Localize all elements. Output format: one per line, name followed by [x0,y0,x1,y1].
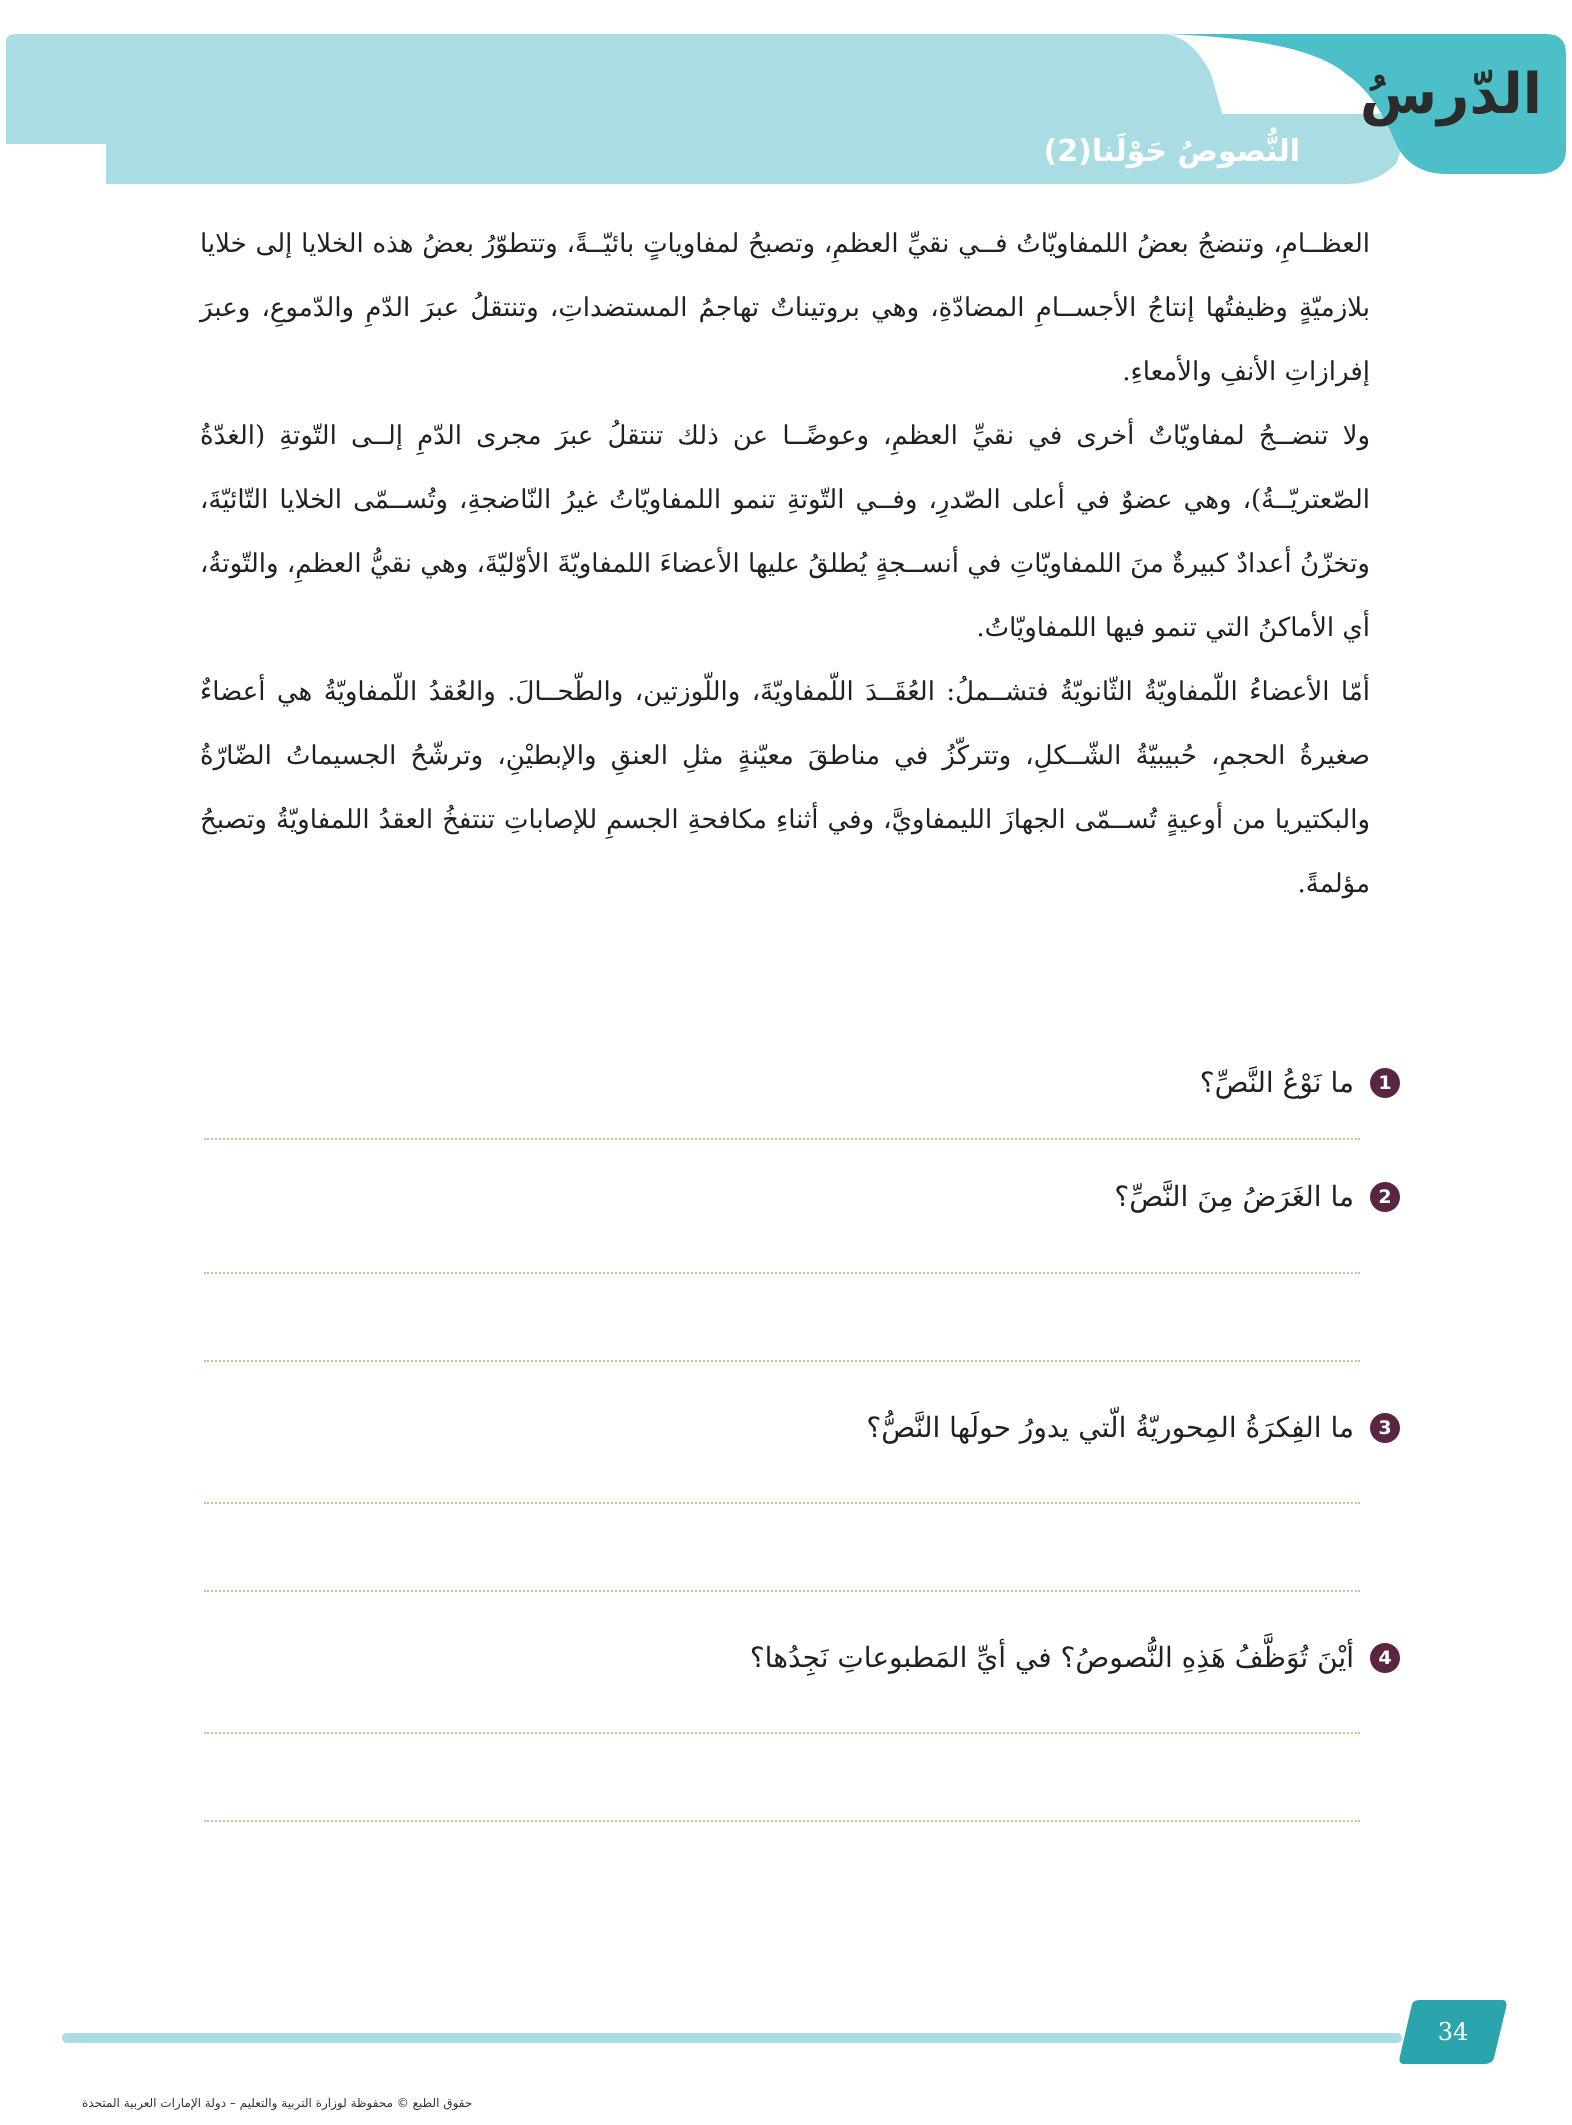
question-number-badge: 1 [1370,1068,1400,1098]
question-1 [1200,1066,1400,1099]
reading-passage [200,212,1370,916]
copyright-notice: حقوق الطبع © محفوظة لوزارة التربية والتعليم – دولة الإمارات العربية المتحدة [82,2096,473,2110]
footer-bar [62,2033,1402,2043]
header-banner [6,34,1566,194]
lesson-title: الدّرسُ [1359,62,1542,127]
question-2 [1114,1180,1400,1213]
question-text: ما الفِكرَةُ المِحوريّةُ الّتي يدورُ حولَها النَّصُّ؟ [866,1411,1354,1444]
answer-line[interactable] [204,1360,1360,1362]
paragraph-3: أمّا الأعضاءُ اللّمفاويّةُ الثّانويّةُ فتشــملُ: العُقَــدَ اللّمفاويّةَ، واللّوزتين، والطّحــالَ. والعُقدُ اللّمفاويّةُ هي أعضاءٌ صغيرةُ الحجمِ، حُبيبيّةُ الشّــكلِ، وتتركّزُ في مناطقَ معيّنةٍ مثلِ العنقِ والإبطيْنِ، وترشّحُ الجسيماتُ الضّارّةُ والبكتيريا من أوعيةٍ تُســمّى الجهازَ الليمفاويَّ، وفي أثناءِ مكافحةِ الجسمِ للإصاباتِ تنتفخُ العقدُ اللمفاويّةُ وتصبحُ مؤلمةً. [200,677,1371,899]
answer-line[interactable] [204,1590,1360,1592]
question-4 [750,1641,1400,1674]
question-text: أيْنَ تُوَظَّفُ هَذِهِ النُّصوصُ؟ في أيِّ المَطبوعاتِ نَجِدُها؟ [749,1641,1354,1674]
question-text: ما الغَرَضُ مِنَ النَّصِّ؟ [1114,1180,1354,1213]
question-number-badge: 2 [1370,1182,1400,1212]
question-number-badge: 3 [1370,1413,1400,1443]
paragraph-1: العظــامِ، وتنضجُ بعضُ اللمفاويّاتُ فــي نقيِّ العظمِ، وتصبحُ لمفاوياتٍ بائيّــةً، وتتطوّرُ بعضُ هذه الخلايا إلى خلايا بلازميّةٍ وظيفتُها إنتاجُ الأجســامِ المضادّةِ، وهي بروتيناتٌ تهاجمُ المستضداتِ، وتنتقلُ عبرَ الدّمِ والدّموعِ، وعبرَ إفرازاتِ الأنفِ والأمعاءِ. [200,229,1370,387]
answer-line[interactable] [204,1502,1360,1504]
answer-line[interactable] [204,1272,1360,1274]
question-text: ما نَوْعُ النَّصِّ؟ [1199,1066,1354,1099]
lesson-subtitle: النُّصوصُ حَوْلَنا(2) [1043,134,1300,169]
answer-line[interactable] [204,1732,1360,1734]
question-number-badge: 4 [1370,1643,1400,1673]
page-number: 34 [1437,2018,1469,2046]
question-3 [866,1411,1400,1444]
answer-line[interactable] [204,1138,1360,1140]
paragraph-2: ولا تنضــجُ لمفاويّاتٌ أخرى في نقيِّ العظمِ، وعوضًــا عن ذلك تنتقلُ عبرَ مجرى الدّمِ إلــى التّوتةِ (الغدّةُ الصّعتريّــةُ)، وهي عضوٌ في أعلى الصّدرِ، وفــي التّوتةِ تنمو اللمفاويّاتُ غيرُ النّاضجةِ، وتُســمّى الخلايا التّائيّةَ، وتخزّنُ أعدادٌ كبيرةٌ منَ اللمفاويّاتِ في أنســجةٍ يُطلقُ عليها الأعضاءَ اللمفاويّةَ الأوّليّةَ، وهي نقيُّ العظمِ، والتّوتةُ، أي الأماكنُ التي تنمو فيها اللمفاويّاتُ. [200,421,1370,643]
answer-line[interactable] [204,1820,1360,1822]
banner-shape [6,34,1566,194]
